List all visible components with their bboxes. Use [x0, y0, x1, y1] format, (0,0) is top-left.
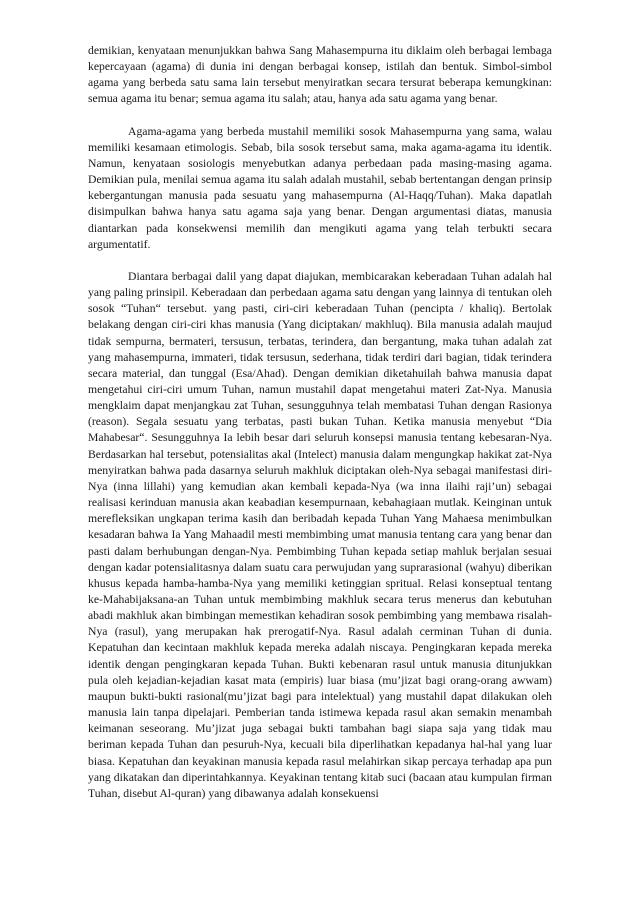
document-page [88, 43, 552, 802]
paragraph-1: demikian, kenyataan menunjukkan bahwa Sang Mahasempurna itu diklaim oleh berbagai lembaga kepercayaan (agama) di dunia ini dengan berbagai konsep, istilah dan bentuk. Simbol-simbol agama yang berbeda satu sama lain tersebut menyiratkan secara tersurat beberapa kemungkinan: semua agama itu benar; semua agama itu salah; atau, hanya ada satu agama yang benar. [88, 44, 552, 106]
paragraph-2: Agama-agama yang berbeda mustahil memiliki sosok Mahasempurna yang sama, walau memiliki kesamaan etimologis. Sebab, bila sosok tersebut sama, maka agama-agama itu identik. Namun, kenyataan sosiologis menyebutkan adanya perbedaan pada masing-masing agama. Demikian pula, menilai semua agama itu salah adalah mustahil, sebab bertentangan dengan prinsip kebergantungan manusia pada sesuatu yang mahasempurna (Al-Haqq/Tuhan). Maka dapatlah disimpulkan bahwa hanya satu agama saja yang benar. Dengan argumentasi diatas, manusia diantarkan pada konsekwensi memilih dan mengikuti agama yang telah terbukti secara argumentatif. [88, 124, 552, 251]
paragraph-3: Diantara berbagai dalil yang dapat diajukan, membicarakan keberadaan Tuhan adalah hal yang paling prinsipil. Keberadaan dan perbedaan agama satu dengan yang lainnya di tentukan oleh sosok “Tuhan“ tersebut. yang pasti, ciri-ciri keberadaan Tuhan (pencipta / khaliq). Bertolak belakang dengan ciri-ciri khas manusia (Yang diciptakan/ makhluq). Bila manusia adalah maujud tidak sempurna, bermateri, tersusun, terbatas, terindera, dan bergantung, maka tuhan adalah zat yang mahasempurna, immateri, tidak tersusun, sederhana, tidak terdiri dari bagian, tidak terindera secara material, dan tunggal (Esa/Ahad). Dengan demikian diketahuilah bahwa manusia dapat mengetahui ciri-ciri umum Tuhan, namun mustahil dapat mengetahui materi Zat-Nya. Manusia mengklaim dapat menjangkau zat Tuhan, sesungguhnya telah membatasi Tuhan dengan Rasionya (reason). Segala sesuatu yang terbatas, pasti bukan Tuhan. Ketika manusia menyebut “Dia Mahabesar“. Sesungguhnya Ia lebih besar dari seluruh konsepsi manusia tentang kebesaran-Nya. Berdasarkan hal tersebut, potensialitas akal (Intelect) manusia dalam mengungkap hakikat zat-Nya menyiratkan bahwa pada dasarnya seluruh makhluk diciptakan oleh-Nya sebagai manifestasi diri-Nya (inna lillahi) yang kemudian akan kembali kepada-Nya (wa inna ilaihi raji’un) sebagai realisasi kerinduan manusia akan keabadian kesempurnaan, kebahagiaan mutlak. Keinginan untuk merefleksikan ungkapan terima kasih dan beribadah kepada Tuhan Yang Mahaesa menimbulkan kesadaran bahwa Ia Yang Mahaadil mesti membimbing umat manusia tentang cara yang benar dan pasti dalam berhubungan dengan-Nya. Pembimbing Tuhan kepada setiap mahluk berjalan sesuai dengan kadar potensialitasnya dalam suatu cara perwujudan yang suprarasional (wahyu) diberikan khusus kepada hamba-hamba-Nya yang memiliki ketinggian spritual. Relasi konseptual tentang ke-Mahabijaksana-an Tuhan untuk membimbing makhluk secara terus menerus dan kebutuhan abadi makhluk akan bimbingan memestikan kehadiran sosok pembimbing yang membawa risalah-Nya (rasul), yang merupakan hak prerogatif-Nya. Rasul adalah cerminan Tuhan di dunia. Kepatuhan dan kecintaan makhluk kepada mereka adalah niscaya. Pengingkaran kepada mereka identik dengan pengingkaran kepada Tuhan. Bukti kebenaran rasul untuk manusia ditunjukkan pula oleh kejadian-kejadian kasat mata (empiris) luar biasa (mu’jizat bagi orang-orang awwam) maupun bukti-bukti rasional(mu’jizat bagi para intelektual) yang mustahil dapat dilakukan oleh manusia lain tanpa dipelajari. Pemberian tanda istimewa kepada rasul akan semakin menambah keimanan seseorang. Mu’jizat juga sebagai bukti tambahan bagi siapa saja yang tidak mau beriman kepada Tuhan dan pesuruh-Nya, kecuali bila diperlihatkan kepadanya hal-hal yang luar biasa. Kepatuhan dan keyakinan manusia kepada rasul melahirkan sikap percaya terhadap apa pun yang dikatakan dan diperintahkannya. Keyakinan tentang kitab suci (bacaan atau kumpulan firman Tuhan, disebut Al-quran) yang dibawanya adalah konsekuensi [88, 269, 552, 800]
